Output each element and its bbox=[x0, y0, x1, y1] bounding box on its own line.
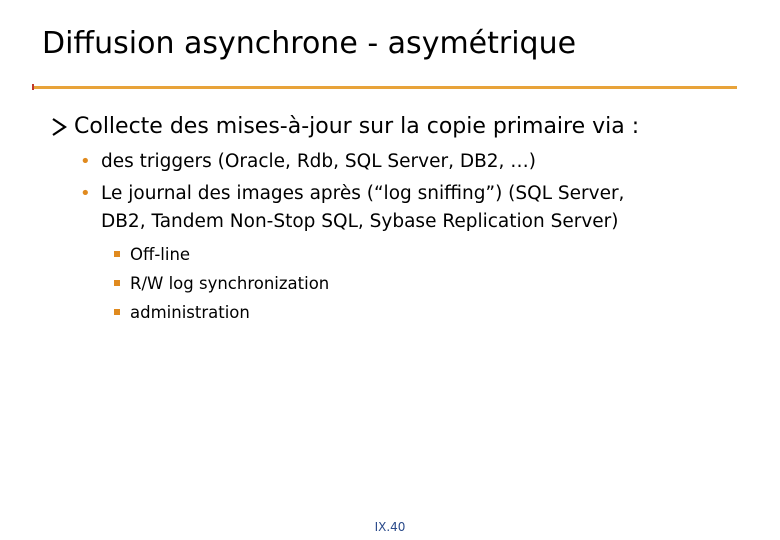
slide-title: Diffusion asynchrone - asymétrique bbox=[42, 26, 577, 61]
bullet-dot-icon: • bbox=[80, 151, 91, 172]
level3-item bbox=[114, 273, 329, 295]
square-bullet-icon bbox=[114, 309, 120, 315]
level1-text: Collecte des mises-à-jour sur la copie primaire via : bbox=[74, 114, 640, 139]
level3-text: Off-line bbox=[130, 245, 191, 264]
level2-text: Le journal des images après (“log sniffing”) (SQL Server, bbox=[101, 183, 625, 204]
level2-text: des triggers (Oracle, Rdb, SQL Server, DB2, …) bbox=[101, 151, 537, 172]
title-rule bbox=[32, 86, 737, 89]
level2-item bbox=[80, 148, 536, 176]
level3-item bbox=[114, 244, 190, 266]
level2-item bbox=[80, 180, 624, 236]
square-bullet-icon bbox=[114, 280, 120, 286]
square-bullet-icon bbox=[114, 251, 120, 257]
level3-item bbox=[114, 302, 250, 324]
bullet-dot-icon: • bbox=[80, 183, 91, 204]
level3-text: administration bbox=[130, 303, 250, 322]
level1-item bbox=[50, 114, 639, 139]
level2-text-continued: DB2, Tandem Non-Stop SQL, Sybase Replication Server) bbox=[101, 211, 619, 232]
arrow-bullet-icon bbox=[50, 117, 68, 137]
slide-number: IX.40 bbox=[374, 520, 406, 534]
level3-text: R/W log synchronization bbox=[130, 274, 330, 293]
title-rule-tick bbox=[32, 84, 34, 90]
